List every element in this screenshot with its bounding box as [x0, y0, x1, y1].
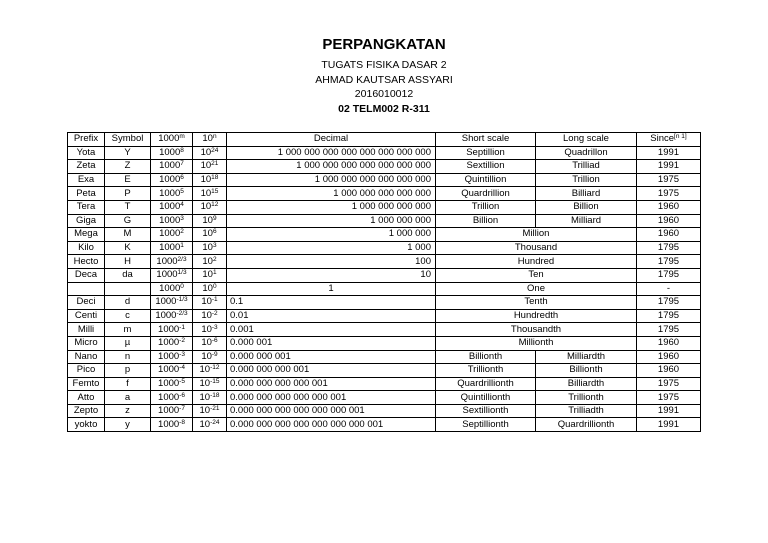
cell-prefix: Deci [68, 296, 105, 310]
cell-decimal: 0.01 [227, 309, 436, 323]
table-row [68, 282, 701, 296]
cell-decimal: 0.000 000 000 000 000 000 001 [227, 404, 436, 418]
cell-prefix: Atto [68, 391, 105, 405]
cell-symbol: c [105, 309, 151, 323]
cell-prefix: Milli [68, 323, 105, 337]
cell-thousand-power [151, 214, 193, 228]
table-header-row [68, 133, 701, 147]
thousand-exponent: -8 [179, 418, 185, 426]
ten-exponent: -15 [210, 377, 220, 385]
subtitle-line-course: TUGATS FISIKA DASAR 2 [321, 59, 447, 71]
cell-symbol: E [105, 173, 151, 187]
ten-base: 10 [199, 391, 211, 403]
cell-thousand-power [151, 173, 193, 187]
ten-exponent: 2 [212, 255, 217, 263]
ten-base: 10 [202, 255, 213, 267]
cell-long-scale: Trilliadth [536, 404, 637, 418]
cell-ten-power [193, 200, 227, 214]
header-short-scale: Short scale [436, 133, 536, 147]
cell-thousand-power [151, 296, 193, 310]
cell-since: 1991 [637, 404, 701, 418]
cell-thousand-power [151, 323, 193, 337]
thousand-exponent: 2/3 [177, 255, 187, 263]
cell-decimal: 0.000 000 001 [227, 350, 436, 364]
header-thousand-exp: m [179, 133, 185, 141]
cell-decimal: 1 000 000 000 000 000 000 000 000 [227, 146, 436, 160]
cell-thousand-power [151, 146, 193, 160]
table-row [68, 404, 701, 418]
ten-base: 10 [199, 405, 211, 417]
cell-since: 1991 [637, 418, 701, 432]
cell-prefix: Centi [68, 309, 105, 323]
thousand-exponent: 2 [180, 228, 184, 236]
table-row [68, 214, 701, 228]
cell-symbol: n [105, 350, 151, 364]
cell-long-scale: Quardrillionth [536, 418, 637, 432]
thousand-exponent: -6 [179, 391, 185, 399]
cell-decimal: 10 [227, 268, 436, 282]
thousand-exponent: 8 [180, 146, 184, 154]
header-ten-base: 10 [202, 133, 213, 145]
thousand-exponent: 3 [180, 214, 184, 222]
ten-base: 10 [200, 174, 212, 186]
cell-ten-power [193, 364, 227, 378]
cell-symbol: d [105, 296, 151, 310]
table-row [68, 146, 701, 160]
cell-since: 1960 [637, 228, 701, 242]
header-prefix: Prefix [68, 133, 105, 147]
cell-symbol: f [105, 377, 151, 391]
table-row [68, 200, 701, 214]
thousand-exponent: -7 [179, 405, 185, 413]
cell-prefix: Nano [68, 350, 105, 364]
cell-symbol: M [105, 228, 151, 242]
cell-prefix: Mega [68, 228, 105, 242]
cell-since: 1960 [637, 336, 701, 350]
cell-short-scale: Quardrillionth [436, 377, 536, 391]
cell-decimal: 0.000 000 000 001 [227, 364, 436, 378]
cell-long-scale: Milliard [536, 214, 637, 228]
cell-symbol: m [105, 323, 151, 337]
cell-short-scale: Quintillion [436, 173, 536, 187]
thousand-base: 1000 [158, 323, 180, 335]
cell-symbol: y [105, 418, 151, 432]
ten-base: 10 [201, 296, 212, 308]
cell-thousand-power [151, 404, 193, 418]
cell-ten-power [193, 391, 227, 405]
thousand-base: 1000 [158, 418, 180, 430]
thousand-base: 1000 [159, 228, 181, 240]
header-since-label: Since [650, 133, 675, 145]
cell-ten-power [193, 377, 227, 391]
cell-prefix: Deca [68, 268, 105, 282]
cell-symbol: H [105, 255, 151, 269]
header-long-scale: Long scale [536, 133, 637, 147]
cell-ten-power [193, 323, 227, 337]
ten-exponent: -12 [210, 364, 220, 372]
ten-base: 10 [200, 146, 212, 158]
document-header [0, 36, 768, 116]
cell-prefix: Pico [68, 364, 105, 378]
thousand-exponent: -2 [179, 337, 185, 345]
cell-ten-power [193, 350, 227, 364]
thousand-exponent: 1 [180, 242, 184, 250]
cell-since: 1795 [637, 241, 701, 255]
thousand-base: 1000 [158, 364, 180, 376]
ten-exponent: -6 [211, 337, 218, 345]
cell-thousand-power [151, 228, 193, 242]
thousand-exponent: -1 [179, 323, 185, 331]
cell-thousand-power [151, 255, 193, 269]
cell-short-scale: Sextillionth [436, 404, 536, 418]
cell-since: 1795 [637, 323, 701, 337]
ten-base: 10 [202, 269, 213, 281]
thousand-exponent: 4 [180, 201, 184, 209]
ten-exponent: 0 [212, 282, 217, 290]
cell-prefix [68, 282, 105, 296]
cell-symbol: z [105, 404, 151, 418]
thousand-exponent: -1/3 [176, 296, 188, 304]
cell-ten-power [193, 418, 227, 432]
cell-since: 1795 [637, 296, 701, 310]
table-row [68, 255, 701, 269]
cell-symbol: p [105, 364, 151, 378]
cell-long-scale: Trillionth [536, 391, 637, 405]
cell-prefix: Kilo [68, 241, 105, 255]
cell-scale-name: Million [436, 228, 637, 242]
cell-prefix: Giga [68, 214, 105, 228]
thousand-base: 1000 [156, 269, 178, 281]
cell-decimal: 1 000 000 000 000 000 000 [227, 173, 436, 187]
cell-scale-name: One [436, 282, 637, 296]
ten-base: 10 [199, 418, 211, 430]
cell-prefix: Zepto [68, 404, 105, 418]
ten-exponent: -21 [210, 405, 220, 413]
cell-symbol: a [105, 391, 151, 405]
cell-short-scale: Trillionth [436, 364, 536, 378]
header-ten-exp: n [212, 133, 217, 141]
thousand-base: 1000 [156, 255, 178, 267]
cell-short-scale: Billion [436, 214, 536, 228]
cell-since: 1795 [637, 309, 701, 323]
ten-base: 10 [200, 187, 212, 199]
ten-exponent: 9 [212, 214, 217, 222]
table-row [68, 173, 701, 187]
cell-since: 1795 [637, 268, 701, 282]
ten-base: 10 [202, 228, 213, 240]
cell-since: 1960 [637, 214, 701, 228]
cell-decimal: 0.1 [227, 296, 436, 310]
prefix-table [67, 132, 701, 432]
header-symbol: Symbol [105, 133, 151, 147]
ten-base: 10 [202, 242, 213, 254]
table-body [68, 146, 701, 431]
cell-since: 1960 [637, 350, 701, 364]
cell-short-scale: Quardrillion [436, 187, 536, 201]
table-row [68, 391, 701, 405]
cell-symbol: da [105, 268, 151, 282]
table-row [68, 364, 701, 378]
cell-decimal: 0.000 001 [227, 336, 436, 350]
ten-exponent: 24 [211, 146, 219, 154]
ten-base: 10 [200, 160, 212, 172]
cell-long-scale: Trilliad [536, 160, 637, 174]
ten-exponent: 12 [211, 201, 219, 209]
ten-base: 10 [201, 337, 212, 349]
cell-decimal: 1 000 000 000 000 [227, 200, 436, 214]
cell-prefix: yokto [68, 418, 105, 432]
cell-ten-power [193, 173, 227, 187]
subtitle-line-author: AHMAD KAUTSAR ASSYARI [315, 73, 453, 86]
cell-symbol: P [105, 187, 151, 201]
cell-thousand-power [151, 309, 193, 323]
cell-prefix: Exa [68, 173, 105, 187]
thousand-exponent: -5 [179, 377, 185, 385]
cell-thousand-power [151, 282, 193, 296]
thousand-base: 1000 [158, 377, 180, 389]
cell-ten-power [193, 336, 227, 350]
cell-decimal: 0.000 000 000 000 001 [227, 377, 436, 391]
table-row [68, 323, 701, 337]
cell-symbol: Y [105, 146, 151, 160]
cell-thousand-power [151, 350, 193, 364]
cell-since: 1975 [637, 173, 701, 187]
cell-long-scale: Billionth [536, 364, 637, 378]
ten-exponent: 15 [211, 187, 219, 195]
ten-base: 10 [199, 377, 211, 389]
thousand-exponent: 1/3 [177, 269, 187, 277]
cell-ten-power [193, 228, 227, 242]
cell-prefix: Yota [68, 146, 105, 160]
ten-base: 10 [200, 201, 212, 213]
cell-symbol [105, 282, 151, 296]
cell-decimal: 1 000 [227, 241, 436, 255]
ten-base: 10 [201, 323, 212, 335]
thousand-exponent: 0 [180, 282, 184, 290]
cell-since: 1975 [637, 377, 701, 391]
header-thousand-power [151, 133, 193, 147]
subtitle-line-class: 02 TELM002 R-311 [338, 102, 430, 115]
cell-thousand-power [151, 418, 193, 432]
thousand-base: 1000 [159, 174, 181, 186]
cell-short-scale: Sextillion [436, 160, 536, 174]
cell-since: 1795 [637, 255, 701, 269]
cell-scale-name: Millionth [436, 336, 637, 350]
cell-ten-power [193, 146, 227, 160]
table-row [68, 268, 701, 282]
ten-base: 10 [202, 214, 213, 226]
thousand-base: 1000 [159, 242, 181, 254]
cell-scale-name: Tenth [436, 296, 637, 310]
cell-symbol: Z [105, 160, 151, 174]
cell-decimal: 0.000 000 000 000 000 001 [227, 391, 436, 405]
cell-short-scale: Trillion [436, 200, 536, 214]
cell-short-scale: Septillionth [436, 418, 536, 432]
cell-thousand-power [151, 268, 193, 282]
thousand-exponent: -2/3 [176, 310, 188, 318]
thousand-exponent: 5 [180, 187, 184, 195]
table-row [68, 309, 701, 323]
cell-thousand-power [151, 241, 193, 255]
header-since-note: [n 1] [674, 133, 687, 141]
ten-exponent: 3 [212, 242, 217, 250]
cell-long-scale: Trillion [536, 173, 637, 187]
cell-ten-power [193, 241, 227, 255]
cell-decimal: 1 000 000 000 000 000 [227, 187, 436, 201]
cell-symbol: T [105, 200, 151, 214]
table-row [68, 377, 701, 391]
table-row [68, 228, 701, 242]
cell-scale-name: Ten [436, 268, 637, 282]
ten-exponent: -1 [211, 296, 218, 304]
cell-symbol: K [105, 241, 151, 255]
cell-ten-power [193, 309, 227, 323]
cell-since: 1975 [637, 391, 701, 405]
cell-long-scale: Billiard [536, 187, 637, 201]
document-title: PERPANGKATAN [322, 36, 446, 53]
cell-long-scale: Quadrillon [536, 146, 637, 160]
thousand-base: 1000 [158, 405, 180, 417]
cell-thousand-power [151, 200, 193, 214]
table-row [68, 350, 701, 364]
cell-ten-power [193, 296, 227, 310]
ten-base: 10 [199, 364, 211, 376]
header-decimal: Decimal [227, 133, 436, 147]
table-row [68, 336, 701, 350]
ten-exponent: 6 [212, 228, 217, 236]
table-row [68, 160, 701, 174]
table-row [68, 187, 701, 201]
ten-base: 10 [201, 310, 212, 322]
cell-prefix: Zeta [68, 160, 105, 174]
thousand-exponent: 6 [180, 174, 184, 182]
table-row [68, 241, 701, 255]
cell-decimal: 100 [227, 255, 436, 269]
thousand-base: 1000 [158, 337, 180, 349]
cell-decimal: 1 000 000 000 000 000 000 000 [227, 160, 436, 174]
cell-ten-power [193, 214, 227, 228]
cell-decimal: 1 000 000 [227, 228, 436, 242]
thousand-exponent: -4 [179, 364, 185, 372]
thousand-exponent: 7 [180, 160, 184, 168]
cell-since: 1991 [637, 160, 701, 174]
cell-long-scale: Milliardth [536, 350, 637, 364]
cell-scale-name: Hundred [436, 255, 637, 269]
cell-symbol: µ [105, 336, 151, 350]
cell-since: 1960 [637, 200, 701, 214]
cell-short-scale: Septillion [436, 146, 536, 160]
cell-thousand-power [151, 160, 193, 174]
cell-thousand-power [151, 391, 193, 405]
cell-ten-power [193, 268, 227, 282]
thousand-base: 1000 [155, 296, 177, 308]
table-row [68, 296, 701, 310]
cell-decimal: 1 000 000 000 [227, 214, 436, 228]
cell-prefix: Femto [68, 377, 105, 391]
header-since [637, 133, 701, 147]
thousand-base: 1000 [155, 310, 177, 322]
thousand-base: 1000 [158, 391, 180, 403]
cell-decimal: 0.000 000 000 000 000 000 000 001 [227, 418, 436, 432]
table-row [68, 418, 701, 432]
thousand-base: 1000 [159, 201, 181, 213]
ten-base: 10 [201, 350, 212, 362]
header-ten-power [193, 133, 227, 147]
cell-since: 1991 [637, 146, 701, 160]
cell-thousand-power [151, 187, 193, 201]
cell-since: 1960 [637, 364, 701, 378]
cell-long-scale: Billion [536, 200, 637, 214]
thousand-base: 1000 [159, 214, 181, 226]
subtitle-line-student-id: 2016010012 [354, 88, 414, 100]
cell-ten-power [193, 404, 227, 418]
ten-exponent: -24 [210, 418, 220, 426]
cell-scale-name: Thousand [436, 241, 637, 255]
ten-exponent: -9 [211, 350, 218, 358]
thousand-base: 1000 [159, 187, 181, 199]
ten-exponent: 21 [211, 160, 219, 168]
cell-ten-power [193, 282, 227, 296]
ten-exponent: -2 [211, 310, 218, 318]
cell-prefix: Tera [68, 200, 105, 214]
cell-scale-name: Hundredth [436, 309, 637, 323]
thousand-base: 1000 [159, 160, 181, 172]
header-thousand-base: 1000 [158, 133, 180, 145]
cell-ten-power [193, 255, 227, 269]
cell-prefix: Hecto [68, 255, 105, 269]
ten-exponent: -18 [210, 391, 220, 399]
cell-scale-name: Thousandth [436, 323, 637, 337]
cell-decimal: 0.001 [227, 323, 436, 337]
cell-thousand-power [151, 377, 193, 391]
thousand-base: 1000 [158, 350, 180, 362]
cell-ten-power [193, 160, 227, 174]
cell-prefix: Micro [68, 336, 105, 350]
cell-thousand-power [151, 364, 193, 378]
thousand-base: 1000 [159, 146, 181, 158]
cell-short-scale: Billionth [436, 350, 536, 364]
cell-since: - [637, 282, 701, 296]
ten-exponent: 1 [212, 269, 217, 277]
cell-symbol: G [105, 214, 151, 228]
cell-since: 1975 [637, 187, 701, 201]
thousand-exponent: -3 [179, 350, 185, 358]
thousand-base: 1000 [159, 282, 181, 294]
cell-short-scale: Quintillionth [436, 391, 536, 405]
cell-long-scale: Billiardth [536, 377, 637, 391]
cell-ten-power [193, 187, 227, 201]
cell-thousand-power [151, 336, 193, 350]
ten-base: 10 [202, 282, 213, 294]
cell-prefix: Peta [68, 187, 105, 201]
ten-exponent: -3 [211, 323, 218, 331]
ten-exponent: 18 [211, 174, 219, 182]
cell-decimal: 1 [227, 282, 436, 296]
